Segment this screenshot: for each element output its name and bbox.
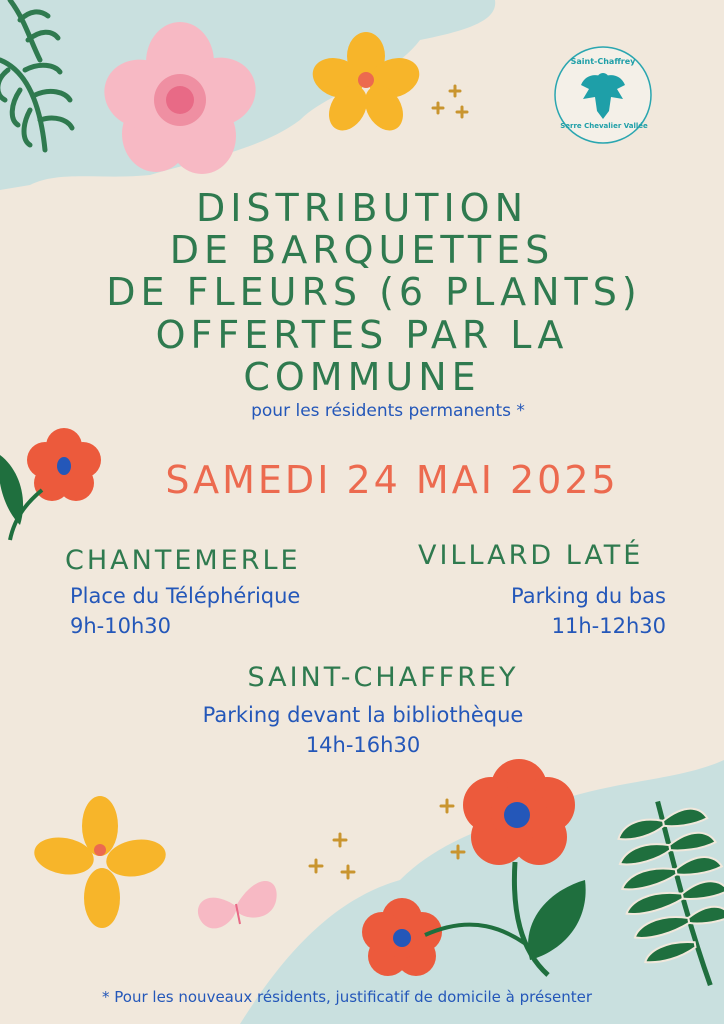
title-line-2: DE BARQUETTES — [169, 228, 555, 272]
title-line-5: COMMUNE — [243, 355, 481, 399]
butterfly-icon — [198, 881, 277, 928]
location-place-villard-late: Parking du bas — [511, 584, 666, 608]
location-place-saint-chaffrey: Parking devant la bibliothèque — [202, 703, 524, 727]
location-place-chantemerle: Place du Téléphérique — [70, 584, 301, 608]
title-line-1: DISTRIBUTION — [195, 186, 529, 230]
logo-top-text: Saint-Chaffrey — [570, 57, 636, 66]
location-name-villard-late: VILLARD LATÉ — [418, 540, 644, 571]
logo-bottom-text: Serre Chevalier Vallée — [560, 122, 648, 130]
event-date: SAMEDI 24 MAI 2025 — [165, 458, 619, 502]
location-name-chantemerle: CHANTEMERLE — [65, 545, 301, 576]
title-line-4: OFFERTES PAR LA — [155, 313, 569, 357]
red-flower-large-icon — [463, 759, 575, 865]
sparkle-icon — [433, 86, 467, 117]
subtitle: pour les résidents permanents * — [251, 401, 525, 421]
location-name-saint-chaffrey: SAINT-CHAFFREY — [247, 662, 519, 693]
location-time-saint-chaffrey: 14h-16h30 — [305, 733, 421, 757]
location-time-chantemerle: 9h-10h30 — [70, 614, 172, 638]
yellow-flower-bottom-icon — [31, 796, 168, 928]
footnote: * Pour les nouveaux résidents, justificatif de domicile à présenter — [102, 988, 593, 1006]
title-line-3: DE FLEURS (6 PLANTS) — [106, 270, 642, 314]
location-time-villard-late: 11h-12h30 — [551, 614, 666, 638]
